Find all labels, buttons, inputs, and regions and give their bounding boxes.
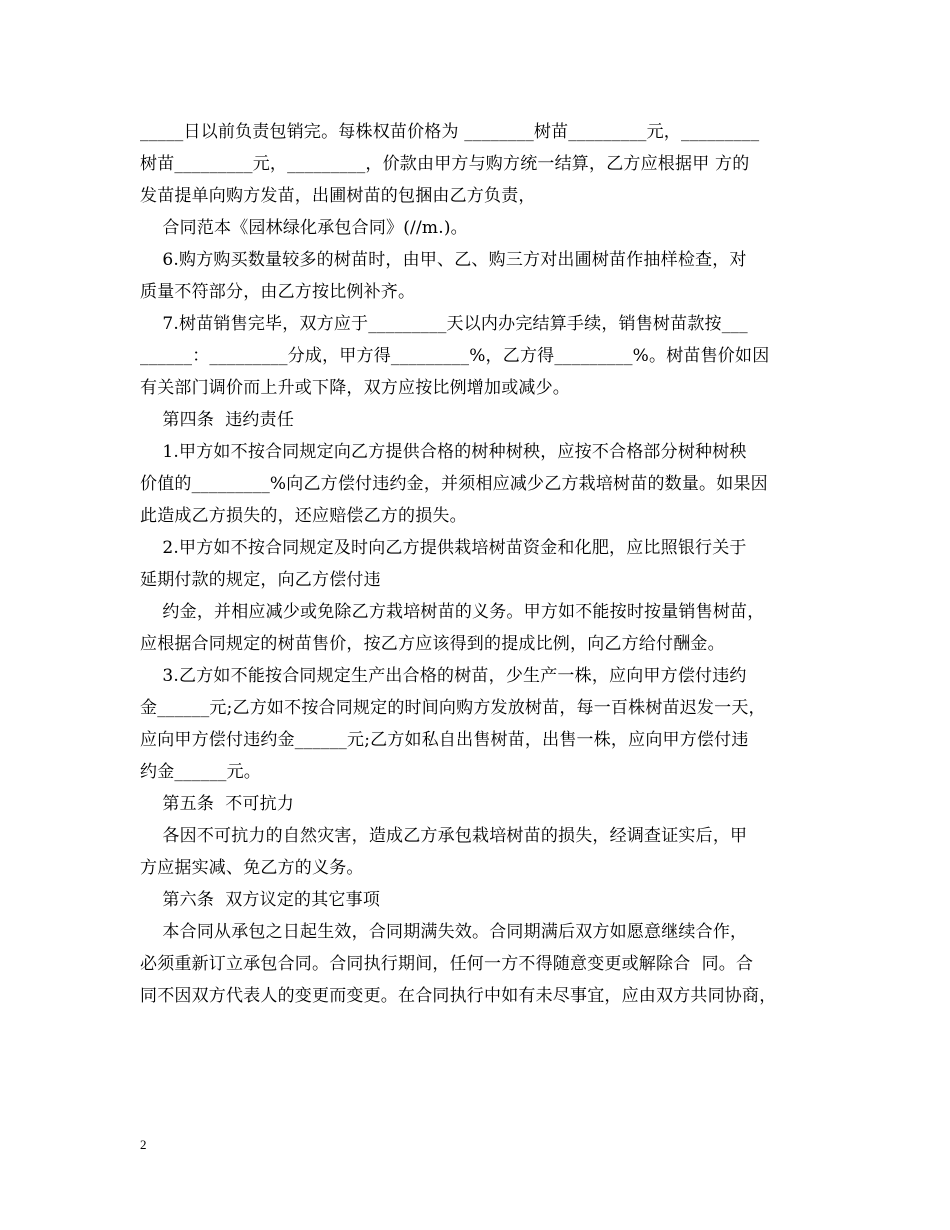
section-heading: 第六条 双方议定的其它事项 xyxy=(140,890,381,910)
text-line: 约金，并相应减少或免除乙方栽培树苗的义务。甲方如不能按时按量销售树苗， xyxy=(140,602,765,622)
text-line: 此造成乙方损失的，还应赔偿乙方的损失。 xyxy=(140,506,467,526)
text-line: 7.树苗销售完毕，双方应于_________天以内办完结算手续，销售树苗款按___ xyxy=(140,314,748,334)
document-body xyxy=(140,116,812,1012)
text-line: 6.购方购买数量较多的树苗时，由甲、乙、购三方对出圃树苗作抽样检查，对 xyxy=(140,250,747,270)
text-line: 应向甲方偿付违约金______元;乙方如私自出售树苗，出售一株，应向甲方偿付违 xyxy=(140,730,749,750)
page-number: 2 xyxy=(140,1137,147,1152)
text-line: 同不因双方代表人的变更而变更。在合同执行中如有未尽事宜，应由双方共同协商， xyxy=(140,986,777,1006)
text-line: 应根据合同规定的树苗售价，按乙方应该得到的提成比例，向乙方给付酬金。 xyxy=(140,634,725,654)
text-line: 发苗提单向购方发苗，出圃树苗的包捆由乙方负责， xyxy=(140,186,536,206)
text-line: 价值的_________%向乙方偿付违约金，并须相应减少乙方栽培树苗的数量。如果因 xyxy=(140,474,768,494)
text-line: 方应据实减、免乙方的义务。 xyxy=(140,858,364,878)
text-line: 1.甲方如不按合同规定向乙方提供合格的树种树秧，应按不合格部分树种树秧 xyxy=(140,442,747,462)
section-heading: 第四条 违约责任 xyxy=(140,410,295,430)
text-line: 质量不符部分，由乙方按比例补齐。 xyxy=(140,282,416,302)
text-line: 各因不可抗力的自然灾害，造成乙方承包栽培树苗的损失，经调查证实后，甲 xyxy=(140,826,748,846)
text-line: 必须重新订立承包合同。合同执行期间，任何一方不得随意变更或解除合 同。合 xyxy=(140,954,754,974)
text-line: 合同范本《园林绿化承包合同》(//m.)。 xyxy=(140,218,468,238)
text-line: 树苗_________元，_________，价款由甲方与购方统一结算，乙方应根据甲 方的 xyxy=(140,154,750,174)
text-line: 金______元;乙方如不按合同规定的时间向购方发放树苗，每一百株树苗迟发一天， xyxy=(140,698,766,718)
text-line: _____日以前负责包销完。每株权苗价格为 ________树苗_________元，_________ xyxy=(140,122,760,142)
text-line: 3.乙方如不能按合同规定生产出合格的树苗，少生产一株，应向甲方偿付违约 xyxy=(140,666,747,686)
text-line: 延期付款的规定，向乙方偿付违 xyxy=(140,570,381,590)
text-line: ______：_________分成，甲方得_________%，乙方得_________%。树苗售价如因 xyxy=(140,346,770,366)
text-line: 有关部门调价而上升或下降，双方应按比例增加或减少。 xyxy=(140,378,570,398)
text-line: 约金______元。 xyxy=(140,762,261,782)
section-heading: 第五条 不可抗力 xyxy=(140,794,295,814)
text-line: 本合同从承包之日起生效，合同期满失效。合同期满后双方如愿意继续合作， xyxy=(140,922,748,942)
text-line: 2.甲方如不按合同规定及时向乙方提供栽培树苗资金和化肥，应比照银行关于 xyxy=(140,538,747,558)
